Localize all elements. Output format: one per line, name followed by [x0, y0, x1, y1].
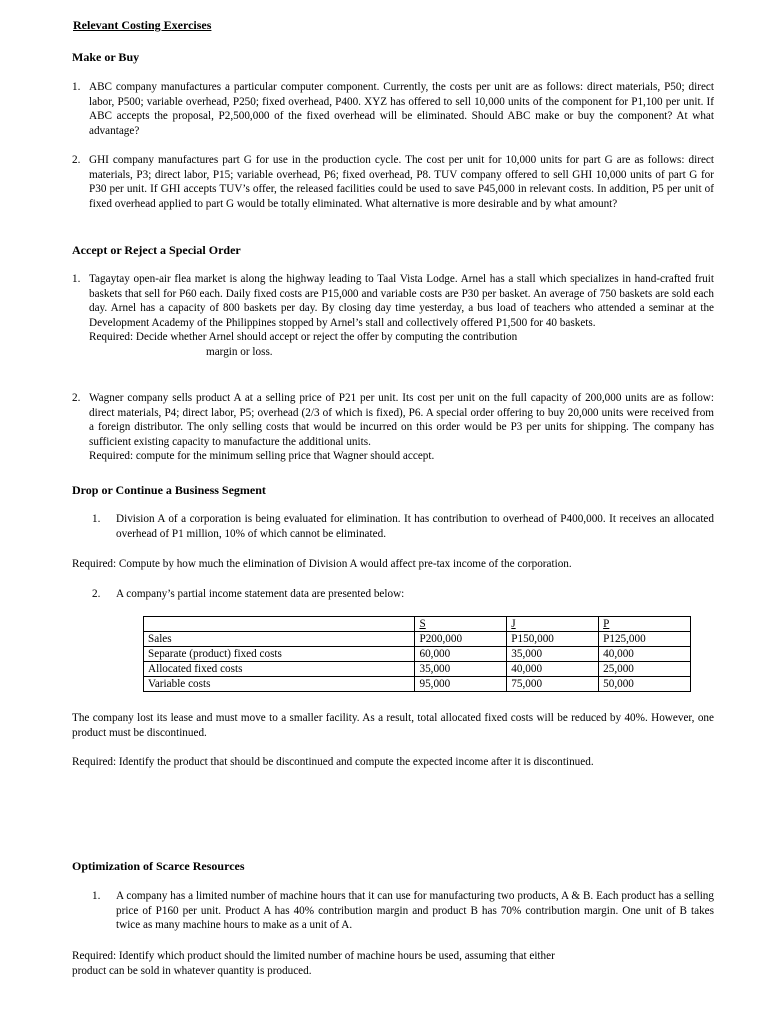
- item-number: 1.: [72, 81, 81, 93]
- drop-segment-required-2: Required: Identify the product that should be discontinued and compute the expected income after it is discontinued.: [72, 756, 594, 768]
- drop-segment-note: The company lost its lease and must move to a smaller facility. As a result, total allocated fixed costs will be reduced by 40%. However, one product must be discontinued.: [72, 712, 714, 739]
- item-text: GHI company manufactures part G for use in the production cycle. The cost per unit for 10,000 units for part G are as follows: direct materials, P3; direct labor, P15; variable overhead, P6; fixed overhead, P8. TUV company offered to sell GHI 10,000 units of part G for P30 per unit. If GHI accepts TUV’s offer, the released facilities could be used to save P45,000 in relevant costs. In addition, P5 per unit of fixed overhead applied to part G would be totally eliminated. What alternative is more desirable and by what amount?: [89, 154, 714, 210]
- item-text: ABC company manufactures a particular computer component. Currently, the costs per unit are as follows: direct materials, P50; direct labor, P500; variable overhead, P250; fixed overhead, P400. XYZ has offered to sell 10,000 units of the component for P1,100 per unit. If ABC accepts the proposal, P2,500,000 of the fixed overhead will be eliminated. Should ABC make or buy the component? At what advantage?: [89, 81, 714, 137]
- table-header-j: J: [507, 617, 599, 632]
- scarce-resources-item-1: [92, 889, 714, 933]
- table-row: [144, 677, 691, 692]
- cell-s: P200,000: [415, 632, 507, 647]
- scarce-required-line-1: Required: Identify which product should the limited number of machine hours be used, assuming that either: [72, 950, 555, 962]
- heading-scarce-resources: Optimization of Scarce Resources: [72, 859, 245, 873]
- item-text: Division A of a corporation is being evaluated for elimination. It has contribution to overhead of P400,000. It receives an allocated overhead of P1 million, 10% of which cannot be eliminated.: [116, 513, 714, 540]
- item-number: 1.: [92, 890, 101, 902]
- cell-j: 35,000: [507, 647, 599, 662]
- drop-segment-required-1: Required: Compute by how much the elimination of Division A would affect pre-tax income of the corporation.: [72, 558, 572, 570]
- document-title: Relevant Costing Exercises: [73, 18, 212, 32]
- item-required: Required: Decide whether Arnel should accept or reject the offer by computing the contribution: [89, 331, 518, 344]
- item-number: 2.: [92, 588, 101, 600]
- table-header-s: S: [415, 617, 507, 632]
- income-statement-table: [143, 616, 691, 692]
- cell-s: 35,000: [415, 662, 507, 677]
- cell-p: 40,000: [599, 647, 691, 662]
- drop-segment-item-1: [92, 512, 714, 541]
- item-text: Tagaytay open-air flea market is along the highway leading to Taal Vista Lodge. Arnel has a stall which specializes in hand-crafted fruit baskets that sell for P60 each. Daily fixed costs are P15,000 and variable costs are P30 per basket. An average of 750 baskets are sold each day. Arnel has a capacity of 800 baskets per day. By closing day time yesterday, a bus load of teachers who attended a seminar at the Development Academy of the Philippines stopped by Arnel’s stall and collectively offered P1,500 for 40 baskets.: [89, 273, 714, 329]
- row-label: Separate (product) fixed costs: [144, 647, 415, 662]
- item-number: 2.: [72, 392, 81, 404]
- item-text: A company has a limited number of machine hours that it can use for manufacturing two products, A & B. Each product has a selling price of P160 per unit. Product A has 40% contribution margin and product B has 70% contribution margin. One unit of B takes twice as many machine hours to make as a unit of A.: [116, 890, 714, 932]
- heading-special-order: Accept or Reject a Special Order: [72, 243, 241, 257]
- item-number: 1.: [92, 513, 101, 525]
- item-number: 2.: [72, 154, 81, 166]
- item-text: A company’s partial income statement data are presented below:: [116, 588, 405, 600]
- make-or-buy-item-2: [72, 153, 714, 211]
- item-required-cont: margin or loss.: [206, 345, 273, 358]
- special-order-item-1: [72, 272, 714, 360]
- drop-segment-item-2: [92, 587, 714, 602]
- cell-p: P125,000: [599, 632, 691, 647]
- table-row: [144, 647, 691, 662]
- cell-p: 25,000: [599, 662, 691, 677]
- table-row: [144, 662, 691, 677]
- row-label: Allocated fixed costs: [144, 662, 415, 677]
- table-row: [144, 632, 691, 647]
- cell-j: P150,000: [507, 632, 599, 647]
- make-or-buy-item-1: [72, 80, 714, 138]
- cell-s: 95,000: [415, 677, 507, 692]
- cell-j: 75,000: [507, 677, 599, 692]
- heading-make-or-buy: Make or Buy: [72, 50, 140, 64]
- special-order-item-2: [72, 391, 714, 464]
- heading-drop-segment: Drop or Continue a Business Segment: [72, 483, 266, 497]
- item-number: 1.: [72, 273, 81, 285]
- cell-s: 60,000: [415, 647, 507, 662]
- item-text: Wagner company sells product A at a selling price of P21 per unit. Its cost per unit on the full capacity of 200,000 units are as follow: direct materials, P4; direct labor, P5; overhead (2/3 of which is fixed), P6. A special order offering to buy 20,000 units were received from a foreign distributor. The only selling costs that would be incurred on this order would be P3 per units for shipping. The company has sufficient existing capacity to manufacture the additional units.: [89, 392, 714, 448]
- scarce-required-line-2: product can be sold in whatever quantity is produced.: [72, 965, 312, 977]
- table-header-row: [144, 617, 691, 632]
- item-required: Required: compute for the minimum selling price that Wagner should accept.: [89, 450, 435, 463]
- table-header-empty: [144, 617, 415, 632]
- row-label: Sales: [144, 632, 415, 647]
- row-label: Variable costs: [144, 677, 415, 692]
- table-header-p: P: [599, 617, 691, 632]
- cell-j: 40,000: [507, 662, 599, 677]
- cell-p: 50,000: [599, 677, 691, 692]
